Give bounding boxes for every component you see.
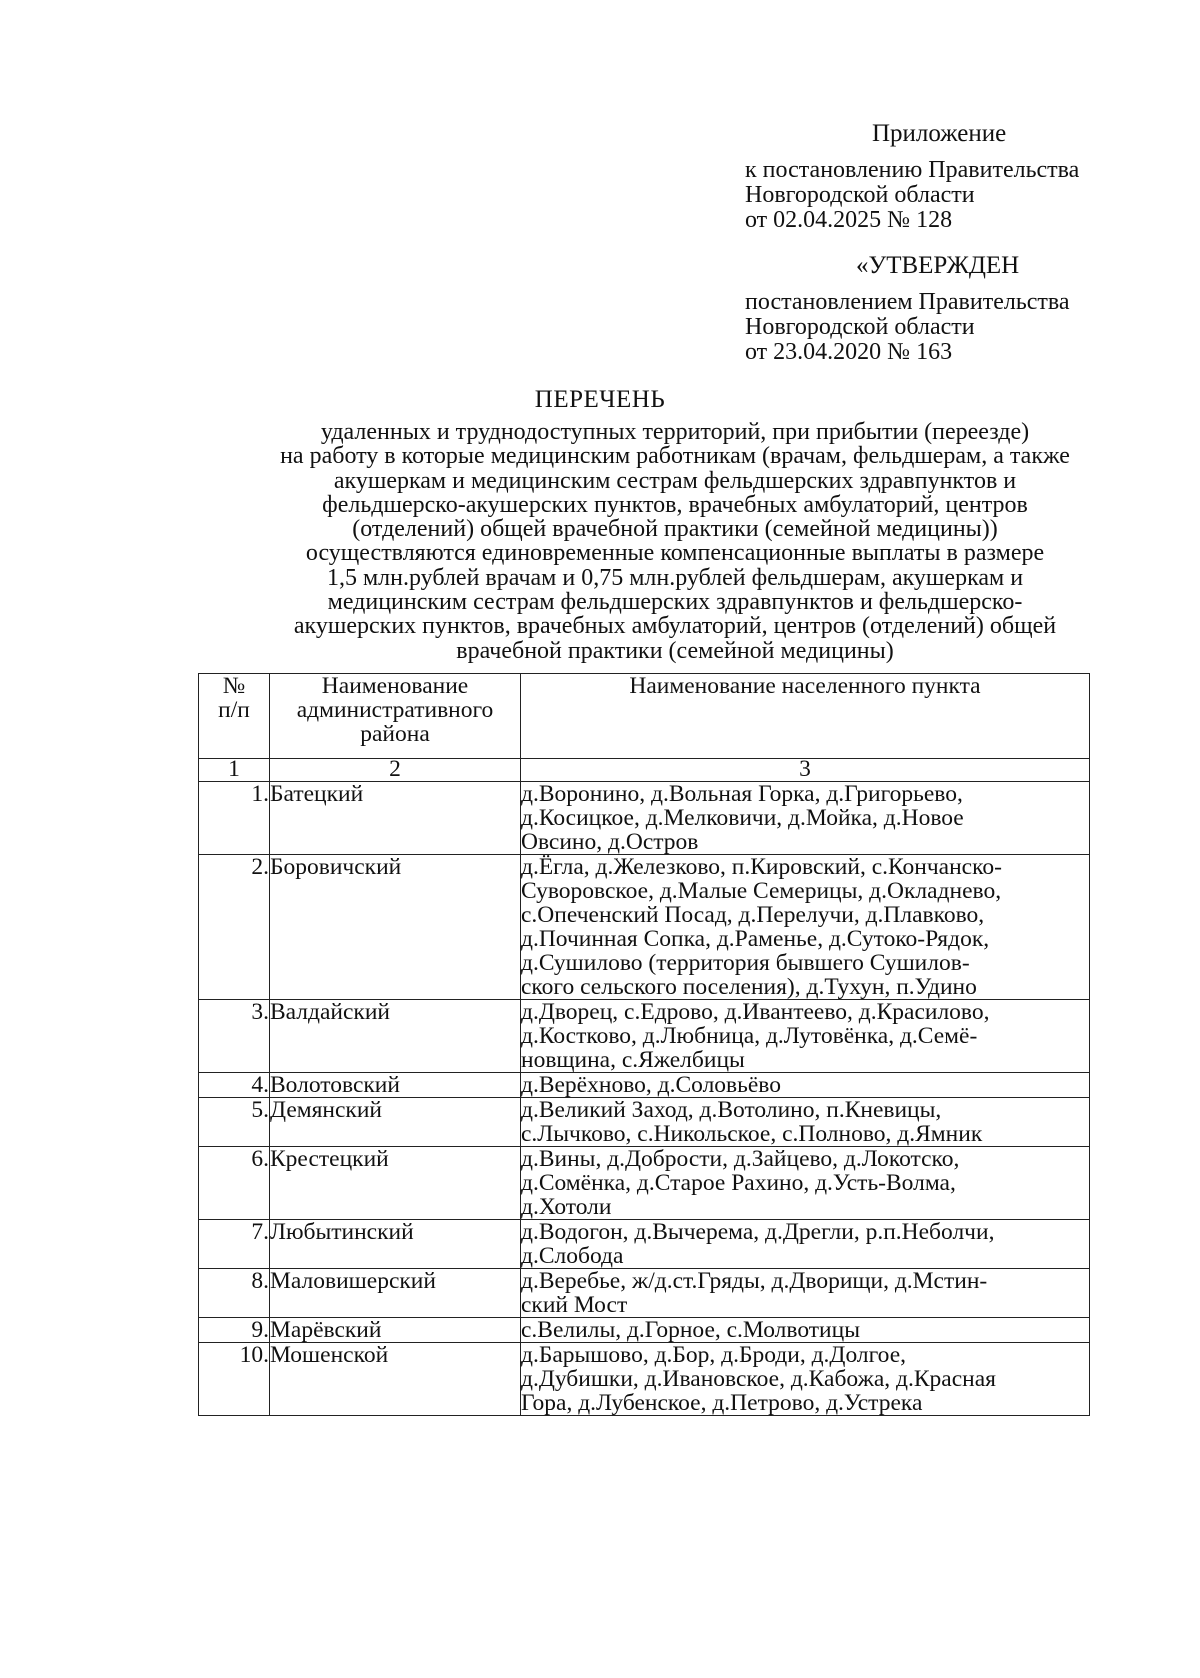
settlement-line: д.Водогон, д.Вычерема, д.Дрегли, р.п.Неболчи,: [521, 1219, 995, 1245]
settlement-line: Суворовское, д.Малые Семерицы, д.Окладнево,: [521, 878, 1002, 904]
settlement-line: д.Воронино, д.Вольная Горка, д.Григорьево,: [521, 781, 963, 807]
appendix-line: к постановлению Правительства: [745, 157, 1080, 183]
row-number: 10.: [199, 1343, 270, 1416]
district-name: Боровичский: [270, 855, 521, 1000]
settlement-line: ского сельского поселения), д.Тухун, п.Удино: [521, 974, 977, 1000]
column-number: 3: [521, 759, 1090, 782]
row-number: 8.: [199, 1269, 270, 1318]
settlement-line: д.Сомёнка, д.Старое Рахино, д.Усть-Волма,: [521, 1170, 956, 1196]
column-number: 1: [199, 759, 270, 782]
settlement-line: д.Верёхново, д.Соловьёво: [521, 1072, 781, 1098]
district-name: Маловишерский: [270, 1269, 521, 1318]
approved-line: от 23.04.2020 № 163: [745, 339, 953, 365]
settlement-line: д.Барышово, д.Бор, д.Броди, д.Долгое,: [521, 1342, 907, 1368]
header-district: [270, 674, 521, 759]
appendix-reference: [745, 158, 1165, 233]
table-row: [199, 1220, 1090, 1269]
description-line: акушеркам и медицинским сестрам фельдшерских здравпунктов и: [333, 467, 1017, 494]
settlements-cell: [521, 1220, 1090, 1269]
settlements-cell: [521, 1000, 1090, 1073]
table-row: [199, 1269, 1090, 1318]
row-number: 5.: [199, 1098, 270, 1147]
header-num: [199, 674, 270, 759]
district-name: Демянский: [270, 1098, 521, 1147]
settlement-line: д.Дворец, с.Едрово, д.Ивантеево, д.Красилово,: [521, 999, 990, 1025]
settlements-cell: [521, 1343, 1090, 1416]
settlements-cell: [521, 1318, 1090, 1343]
table-row: [199, 782, 1090, 855]
table-row: [199, 1147, 1090, 1220]
table-row: [199, 855, 1090, 1000]
table-row: [199, 1343, 1090, 1416]
settlement-line: д.Великий Заход, д.Вотолино, п.Кневицы,: [521, 1097, 942, 1123]
list-title: ПЕРЕЧЕНЬ: [534, 386, 666, 413]
header-num-line: п/п: [218, 697, 250, 723]
row-number: 2.: [199, 855, 270, 1000]
settlement-line: д.Вины, д.Добрости, д.Зайцево, д.Локотско,: [521, 1146, 960, 1172]
description-line: на работу в которые медицинским работникам (врачам, фельдшерам, а также: [280, 443, 1070, 470]
approved-line: Новгородской области: [745, 314, 975, 340]
appendix-line: от 02.04.2025 № 128: [745, 207, 953, 233]
settlements-cell: [521, 855, 1090, 1000]
table-row: [199, 1318, 1090, 1343]
table-row: [199, 1098, 1090, 1147]
description-line: фельдшерско-акушерских пунктов, врачебных амбулаторий, центров: [322, 491, 1028, 518]
settlement-line: д.Ёгла, д.Железково, п.Кировский, с.Кончанско-: [521, 854, 1002, 880]
approved-reference: [745, 290, 1165, 365]
appendix-line: Новгородской области: [745, 182, 975, 208]
settlements-cell: [521, 1073, 1090, 1098]
settlement-line: д.Веребье, ж/д.ст.Гряды, д.Дворищи, д.Мстин-: [521, 1268, 988, 1294]
header-district-line: района: [360, 721, 430, 747]
district-name: Мошенской: [270, 1343, 521, 1416]
column-number: 2: [270, 759, 521, 782]
district-name: Валдайский: [270, 1000, 521, 1073]
settlements-cell: [521, 1098, 1090, 1147]
row-number: 7.: [199, 1220, 270, 1269]
row-number: 1.: [199, 782, 270, 855]
description-line: осуществляются единовременные компенсационные выплаты в размере: [305, 540, 1045, 567]
description-line: врачебной практики (семейной медицины): [456, 637, 894, 664]
appendix-title: Приложение: [872, 120, 1007, 147]
settlement-line: д.Сушилово (территория бывшего Сушилов-: [521, 950, 970, 976]
settlements-cell: [521, 1147, 1090, 1220]
row-number: 9.: [199, 1318, 270, 1343]
settlements-cell: [521, 1269, 1090, 1318]
settlement-line: д.Косицкое, д.Мелковичи, д.Мойка, д.Новое: [521, 805, 964, 831]
approved-title: «УТВЕРЖДЕН: [856, 252, 1020, 279]
table-header-row: [199, 674, 1090, 759]
header-settlement: Наименование населенного пункта: [521, 674, 1090, 759]
settlement-line: с.Велилы, д.Горное, с.Молвотицы: [521, 1317, 860, 1343]
list-description: [200, 420, 1150, 663]
row-number: 4.: [199, 1073, 270, 1098]
column-number-row: [199, 759, 1090, 782]
settlement-line: д.Слобода: [521, 1243, 624, 1269]
settlement-line: Гора, д.Лубенское, д.Петрово, д.Устрека: [521, 1390, 923, 1416]
description-line: удаленных и труднодоступных территорий, при прибытии (переезде): [320, 419, 1030, 445]
table-row: [199, 1000, 1090, 1073]
settlement-line: д.Дубишки, д.Ивановское, д.Кабожа, д.Красная: [521, 1366, 996, 1392]
header-num-line: №: [222, 673, 246, 699]
table-body: [199, 782, 1090, 1416]
header-district-line: административного: [296, 697, 494, 723]
settlement-line: новщина, с.Яжелбицы: [521, 1047, 745, 1073]
description-line: акушерских пунктов, врачебных амбулаторий, центров (отделений) общей: [293, 613, 1057, 640]
settlement-line: д.Костково, д.Любница, д.Лутовёнка, д.Семё-: [521, 1023, 978, 1049]
description-line: (отделений) общей врачебной практики (семейной медицины)): [352, 516, 998, 543]
approved-line: постановлением Правительства: [745, 289, 1070, 315]
row-number: 3.: [199, 1000, 270, 1073]
district-name: Волотовский: [270, 1073, 521, 1098]
district-name: Крестецкий: [270, 1147, 521, 1220]
district-name: Любытинский: [270, 1220, 521, 1269]
regions-table: [198, 673, 1090, 1416]
settlement-line: д.Хотоли: [521, 1194, 612, 1220]
description-line: 1,5 млн.рублей врачам и 0,75 млн.рублей фельдшерам, акушеркам и: [326, 564, 1024, 591]
settlement-line: Овсино, д.Остров: [521, 829, 699, 855]
district-name: Марёвский: [270, 1318, 521, 1343]
settlement-line: д.Починная Сопка, д.Раменье, д.Сутоко-Рядок,: [521, 926, 990, 952]
settlement-line: с.Опеченский Посад, д.Перелучи, д.Плавково,: [521, 902, 985, 928]
settlement-line: ский Мост: [521, 1292, 628, 1318]
row-number: 6.: [199, 1147, 270, 1220]
table-row: [199, 1073, 1090, 1098]
district-name: Батецкий: [270, 782, 521, 855]
settlements-cell: [521, 782, 1090, 855]
description-line: медицинским сестрам фельдшерских здравпунктов и фельдшерско-: [327, 589, 1023, 616]
settlement-line: с.Лычково, с.Никольское, с.Полново, д.Ямник: [521, 1121, 983, 1147]
header-district-line: Наименование: [321, 673, 469, 699]
